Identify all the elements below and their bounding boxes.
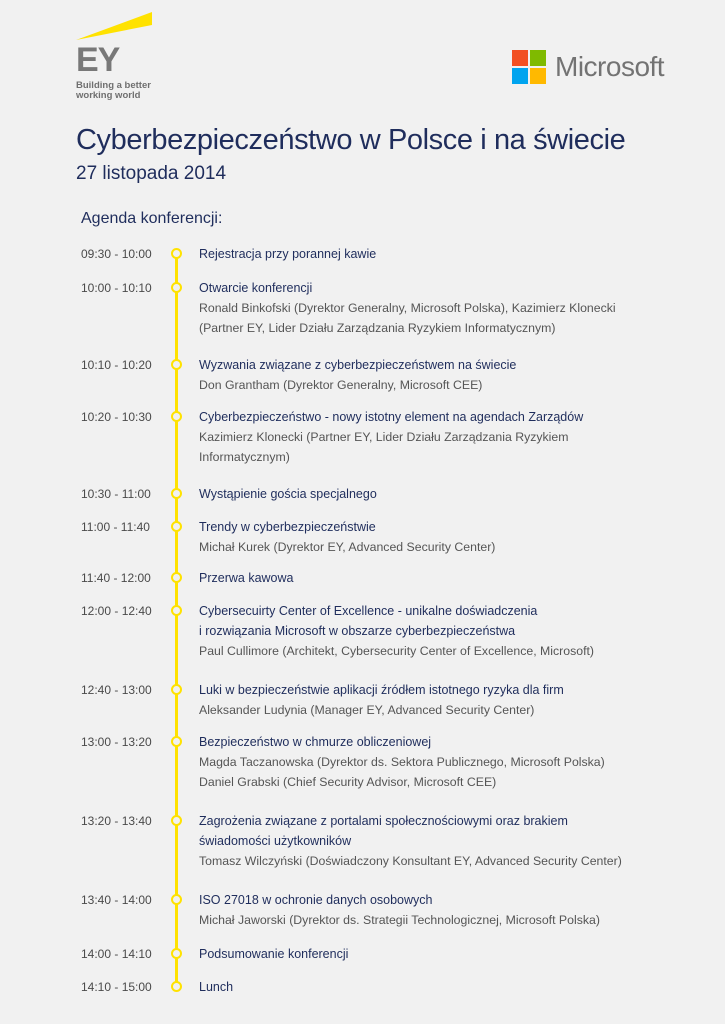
agenda-speaker: Don Grantham (Dyrektor Generalny, Microsoft CEE): [199, 378, 483, 392]
timeline-dot-icon: [171, 736, 182, 747]
agenda-content: [199, 278, 699, 338]
agenda-title: Przerwa kawowa: [199, 571, 294, 585]
agenda-speaker: Michał Jaworski (Dyrektor ds. Strategii Technologicznej, Microsoft Polska): [199, 913, 600, 927]
agenda-time: 11:00 - 11:40: [81, 520, 150, 534]
agenda-time: 14:10 - 15:00: [81, 980, 152, 994]
agenda-speaker: Michał Kurek (Dyrektor EY, Advanced Security Center): [199, 540, 496, 554]
agenda-speaker: Kazimierz Klonecki (Partner EY, Lider Działu Zarządzania Ryzykiem: [199, 430, 569, 444]
agenda-speaker: Daniel Grabski (Chief Security Advisor, Microsoft CEE): [199, 775, 497, 789]
agenda-content: [199, 601, 699, 661]
agenda-title: i rozwiązania Microsoft w obszarze cyberbezpieczeństwa: [199, 624, 516, 638]
agenda-time: 13:40 - 14:00: [81, 893, 152, 907]
page-title: Cyberbezpieczeństwo w Polsce i na świecie: [76, 124, 626, 156]
timeline-dot-icon: [171, 488, 182, 499]
agenda-speaker: Ronald Binkofski (Dyrektor Generalny, Microsoft Polska), Kazimierz Klonecki: [199, 301, 616, 315]
agenda-content: [199, 484, 699, 504]
timeline-dot-icon: [171, 359, 182, 370]
timeline-dot-icon: [171, 981, 182, 992]
agenda-speaker: Tomasz Wilczyński (Doświadczony Konsultant EY, Advanced Security Center): [199, 854, 622, 868]
agenda-time: 13:20 - 13:40: [81, 814, 152, 828]
agenda-title: Zagrożenia związane z portalami społecznościowymi oraz brakiem: [199, 814, 568, 828]
agenda-content: [199, 732, 699, 792]
agenda-time: 11:40 - 12:00: [81, 571, 151, 585]
agenda-content: [199, 680, 699, 720]
agenda-time: 10:10 - 10:20: [81, 358, 152, 372]
ey-tagline: [76, 81, 151, 101]
timeline-dot-icon: [171, 948, 182, 959]
agenda-content: [199, 811, 699, 871]
agenda-speaker: (Partner EY, Lider Działu Zarządzania Ryzykiem Informatycznym): [199, 321, 556, 335]
ey-wordmark: EY: [76, 41, 120, 79]
timeline-dot-icon: [171, 282, 182, 293]
agenda-content: [199, 890, 699, 930]
agenda-title: Podsumowanie konferencji: [199, 947, 349, 961]
agenda-time: 12:40 - 13:00: [81, 683, 152, 697]
agenda-time: 10:30 - 11:00: [81, 487, 151, 501]
agenda-content: [199, 407, 699, 467]
agenda-speaker: Informatycznym): [199, 450, 290, 464]
agenda-speaker: Magda Taczanowska (Dyrektor ds. Sektora Publicznego, Microsoft Polska): [199, 755, 605, 769]
agenda-title: świadomości użytkowników: [199, 834, 352, 848]
agenda-time: 09:30 - 10:00: [81, 247, 152, 261]
agenda-time: 14:00 - 14:10: [81, 947, 152, 961]
agenda-content: [199, 244, 699, 264]
agenda-title: Cybersecuirty Center of Excellence - unikalne doświadczenia: [199, 604, 538, 618]
agenda-title: ISO 27018 w ochronie danych osobowych: [199, 893, 433, 907]
agenda-content: [199, 355, 699, 395]
agenda-title: Rejestracja przy porannej kawie: [199, 247, 377, 261]
ey-tagline-line-2: working world: [76, 90, 141, 101]
timeline-dot-icon: [171, 411, 182, 422]
agenda-title: Luki w bezpieczeństwie aplikacji źródłem istotnego ryzyka dla firm: [199, 683, 564, 697]
timeline-dot-icon: [171, 684, 182, 695]
agenda-content: [199, 517, 699, 557]
event-date: 27 listopada 2014: [76, 163, 227, 184]
agenda-time: 12:00 - 12:40: [81, 604, 152, 618]
agenda-title: Bezpieczeństwo w chmurze obliczeniowej: [199, 735, 432, 749]
timeline-dot-icon: [171, 605, 182, 616]
agenda-time: 10:20 - 10:30: [81, 410, 152, 424]
timeline-dot-icon: [171, 572, 182, 583]
agenda-content: [199, 977, 699, 997]
agenda-time: 13:00 - 13:20: [81, 735, 152, 749]
agenda-title: Trendy w cyberbezpieczeństwie: [199, 520, 376, 534]
agenda-content: [199, 568, 699, 588]
timeline-dot-icon: [171, 521, 182, 532]
agenda-title: Otwarcie konferencji: [199, 281, 313, 295]
agenda-title: Lunch: [199, 980, 234, 994]
timeline-dot-icon: [171, 248, 182, 259]
agenda-title: Cyberbezpieczeństwo - nowy istotny element na agendach Zarządów: [199, 410, 584, 424]
ey-logo: [76, 12, 156, 102]
ey-beam-icon: [76, 12, 156, 42]
timeline-dot-icon: [171, 815, 182, 826]
agenda-title: Wystąpienie gościa specjalnego: [199, 487, 377, 501]
timeline-dot-icon: [171, 894, 182, 905]
agenda-content: [199, 944, 699, 964]
agenda-time: 10:00 - 10:10: [81, 281, 152, 295]
agenda-title: Wyzwania związane z cyberbezpieczeństwem na świecie: [199, 358, 517, 372]
agenda-speaker: Aleksander Ludynia (Manager EY, Advanced Security Center): [199, 703, 535, 717]
ey-tagline-line-1: Building a better: [76, 80, 151, 91]
agenda-speaker: Paul Cullimore (Architekt, Cybersecurity Center of Excellence, Microsoft): [199, 644, 594, 658]
microsoft-wordmark: Microsoft: [555, 51, 665, 82]
microsoft-squares-icon: [512, 50, 546, 84]
agenda-heading: Agenda konferencji:: [81, 210, 223, 227]
